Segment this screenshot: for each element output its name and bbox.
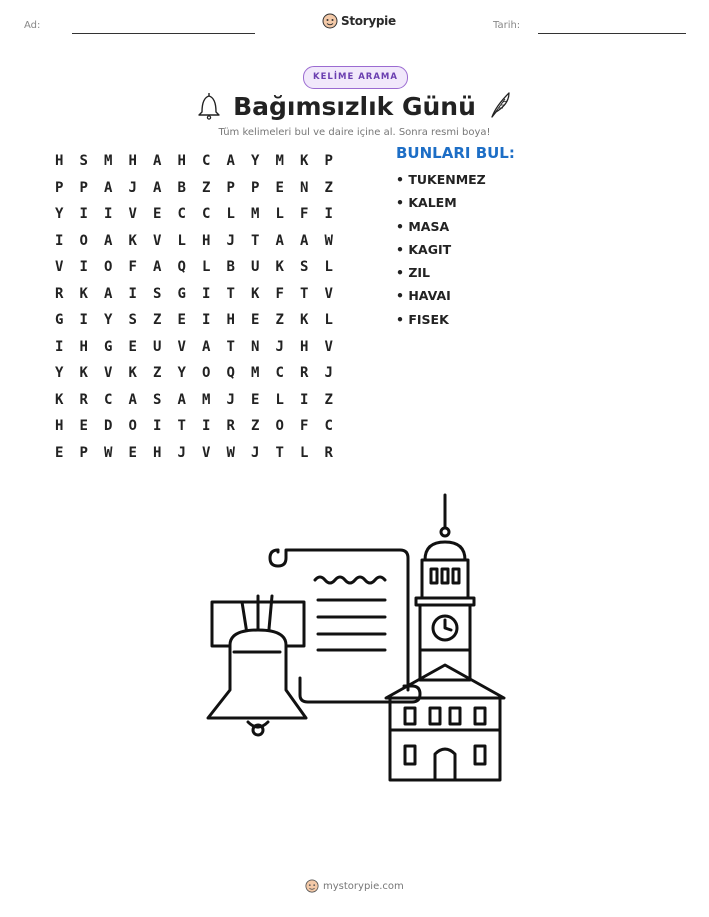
grid-letter[interactable]: L bbox=[324, 312, 333, 329]
brand-logo bbox=[322, 13, 396, 29]
grid-letter[interactable]: E bbox=[55, 444, 64, 461]
grid-letter[interactable]: A bbox=[128, 391, 137, 408]
grid-letter[interactable]: A bbox=[153, 259, 162, 276]
grid-letter[interactable]: T bbox=[226, 285, 235, 302]
grid-row bbox=[47, 254, 341, 281]
activity-badge: KELİME ARAMA bbox=[303, 66, 408, 89]
grid-letter[interactable]: N bbox=[300, 179, 309, 196]
grid-letter[interactable]: J bbox=[324, 365, 333, 382]
grid-row bbox=[47, 387, 341, 414]
grid-letter[interactable]: S bbox=[300, 259, 309, 276]
grid-letter[interactable]: Y bbox=[55, 365, 64, 382]
grid-letter[interactable]: F bbox=[300, 206, 309, 223]
grid-letter[interactable]: K bbox=[275, 259, 284, 276]
grid-letter[interactable]: M bbox=[104, 153, 113, 170]
grid-letter[interactable]: H bbox=[202, 232, 211, 249]
grid-letter[interactable]: R bbox=[300, 365, 309, 382]
grid-letter[interactable]: V bbox=[177, 338, 186, 355]
word-item: • HAVAI bbox=[396, 288, 451, 304]
grid-letter[interactable]: Y bbox=[55, 206, 64, 223]
word-search-grid bbox=[47, 148, 341, 466]
grid-letter[interactable]: A bbox=[104, 232, 113, 249]
word-list bbox=[396, 172, 486, 335]
grid-letter[interactable]: K bbox=[251, 285, 260, 302]
grid-letter[interactable]: E bbox=[251, 391, 260, 408]
grid-letter[interactable]: Z bbox=[202, 179, 211, 196]
grid-letter[interactable]: Z bbox=[275, 312, 284, 329]
grid-letter[interactable]: W bbox=[104, 444, 113, 461]
grid-letter[interactable]: E bbox=[128, 338, 137, 355]
grid-letter[interactable]: O bbox=[79, 232, 88, 249]
word-item: • ZIL bbox=[396, 265, 431, 281]
grid-letter[interactable]: I bbox=[104, 206, 113, 223]
grid-letter[interactable]: I bbox=[202, 285, 211, 302]
name-label: Ad: bbox=[24, 20, 41, 31]
grid-letter[interactable]: Y bbox=[177, 365, 186, 382]
grid-row bbox=[47, 148, 341, 175]
grid-letter[interactable]: T bbox=[226, 338, 235, 355]
grid-row bbox=[47, 281, 341, 308]
grid-letter[interactable]: T bbox=[300, 285, 309, 302]
grid-letter[interactable]: F bbox=[275, 285, 284, 302]
grid-letter[interactable]: F bbox=[128, 259, 137, 276]
grid-letter[interactable]: D bbox=[104, 418, 113, 435]
grid-letter[interactable]: V bbox=[324, 338, 333, 355]
grid-letter[interactable]: E bbox=[128, 444, 137, 461]
grid-letter[interactable]: I bbox=[128, 285, 137, 302]
grid-letter[interactable]: I bbox=[55, 338, 64, 355]
grid-letter[interactable]: A bbox=[153, 153, 162, 170]
grid-letter[interactable]: P bbox=[324, 153, 333, 170]
grid-letter[interactable]: L bbox=[275, 391, 284, 408]
grid-letter[interactable]: R bbox=[55, 285, 64, 302]
grid-letter[interactable]: G bbox=[55, 312, 64, 329]
grid-letter[interactable]: Q bbox=[177, 259, 186, 276]
grid-letter[interactable]: T bbox=[251, 232, 260, 249]
grid-letter[interactable]: E bbox=[275, 179, 284, 196]
grid-letter[interactable]: I bbox=[79, 206, 88, 223]
grid-letter[interactable]: C bbox=[177, 206, 186, 223]
footer bbox=[305, 879, 404, 893]
word-item: • KAGIT bbox=[396, 241, 452, 257]
grid-letter[interactable]: H bbox=[128, 153, 137, 170]
grid-letter[interactable]: M bbox=[275, 153, 284, 170]
grid-letter[interactable]: I bbox=[79, 312, 88, 329]
grid-letter[interactable]: A bbox=[104, 179, 113, 196]
grid-letter[interactable]: H bbox=[153, 444, 162, 461]
word-item: • TUKENMEZ bbox=[396, 172, 486, 187]
grid-letter[interactable]: F bbox=[300, 418, 309, 435]
grid-letter[interactable]: A bbox=[202, 338, 211, 355]
grid-letter[interactable]: S bbox=[153, 391, 162, 408]
grid-letter[interactable]: C bbox=[104, 391, 113, 408]
grid-letter[interactable]: A bbox=[275, 232, 284, 249]
word-item: • MASA bbox=[396, 218, 450, 234]
grid-letter[interactable]: S bbox=[128, 312, 137, 329]
grid-letter[interactable]: Y bbox=[251, 153, 260, 170]
grid-letter[interactable]: M bbox=[251, 365, 260, 382]
grid-letter[interactable]: V bbox=[324, 285, 333, 302]
word-item: • FISEK bbox=[396, 311, 449, 327]
grid-letter[interactable]: Y bbox=[104, 312, 113, 329]
grid-letter[interactable]: I bbox=[324, 206, 333, 223]
grid-letter[interactable]: O bbox=[128, 418, 137, 435]
date-label: Tarih: bbox=[493, 20, 521, 31]
grid-letter[interactable]: Z bbox=[324, 179, 333, 196]
grid-row bbox=[47, 440, 341, 467]
grid-letter[interactable]: J bbox=[128, 179, 137, 196]
coloring-illustration bbox=[200, 490, 510, 790]
grid-letter[interactable]: T bbox=[177, 418, 186, 435]
grid-row bbox=[47, 413, 341, 440]
grid-row bbox=[47, 201, 341, 228]
scroll-illustration bbox=[270, 550, 420, 702]
grid-letter[interactable]: M bbox=[251, 206, 260, 223]
grid-letter[interactable]: O bbox=[104, 259, 113, 276]
grid-letter[interactable]: T bbox=[275, 444, 284, 461]
grid-letter[interactable]: V bbox=[202, 444, 211, 461]
grid-letter[interactable]: L bbox=[226, 206, 235, 223]
grid-letter[interactable]: S bbox=[79, 153, 88, 170]
grid-letter[interactable]: Z bbox=[324, 391, 333, 408]
grid-letter[interactable]: A bbox=[153, 179, 162, 196]
grid-letter[interactable]: W bbox=[324, 232, 333, 249]
grid-row bbox=[47, 334, 341, 361]
instructions: Tüm kelimeleri bul ve daire içine al. Sonra resmi boya! bbox=[218, 127, 491, 138]
grid-letter[interactable]: V bbox=[128, 206, 137, 223]
grid-row bbox=[47, 360, 341, 387]
brand-name: Storypie bbox=[341, 14, 396, 28]
grid-letter[interactable]: C bbox=[275, 365, 284, 382]
grid-letter[interactable]: G bbox=[177, 285, 186, 302]
grid-letter[interactable]: O bbox=[275, 418, 284, 435]
grid-letter[interactable]: P bbox=[226, 179, 235, 196]
grid-letter[interactable]: I bbox=[202, 418, 211, 435]
grid-letter[interactable]: B bbox=[226, 259, 235, 276]
grid-letter[interactable]: A bbox=[300, 232, 309, 249]
grid-letter[interactable]: J bbox=[226, 232, 235, 249]
grid-letter[interactable]: C bbox=[324, 418, 333, 435]
liberty-bell-illustration bbox=[208, 596, 306, 735]
grid-letter[interactable]: P bbox=[79, 444, 88, 461]
grid-letter[interactable]: K bbox=[79, 285, 88, 302]
grid-letter[interactable]: S bbox=[153, 285, 162, 302]
grid-letter[interactable]: J bbox=[226, 391, 235, 408]
grid-letter[interactable]: L bbox=[300, 444, 309, 461]
grid-letter[interactable]: K bbox=[128, 232, 137, 249]
grid-letter[interactable]: Z bbox=[251, 418, 260, 435]
footer-mascot-icon bbox=[305, 879, 319, 893]
grid-letter[interactable]: V bbox=[55, 259, 64, 276]
independence-hall-illustration bbox=[386, 495, 504, 780]
grid-letter[interactable]: K bbox=[128, 365, 137, 382]
grid-letter[interactable]: A bbox=[226, 153, 235, 170]
grid-letter[interactable]: L bbox=[324, 259, 333, 276]
quill-icon bbox=[487, 90, 513, 120]
grid-letter[interactable]: Q bbox=[226, 365, 235, 382]
grid-letter[interactable]: K bbox=[300, 312, 309, 329]
grid-letter[interactable]: I bbox=[202, 312, 211, 329]
grid-row bbox=[47, 307, 341, 334]
grid-letter[interactable]: K bbox=[55, 391, 64, 408]
grid-letter[interactable]: U bbox=[153, 338, 162, 355]
word-list-heading: BUNLARI BUL: bbox=[396, 144, 515, 162]
grid-letter[interactable]: C bbox=[202, 153, 211, 170]
grid-row bbox=[47, 228, 341, 255]
grid-letter[interactable]: L bbox=[275, 206, 284, 223]
grid-row bbox=[47, 175, 341, 202]
grid-letter[interactable]: M bbox=[202, 391, 211, 408]
grid-letter[interactable]: P bbox=[251, 179, 260, 196]
grid-letter[interactable]: Z bbox=[153, 365, 162, 382]
grid-letter[interactable]: C bbox=[202, 206, 211, 223]
grid-letter[interactable]: V bbox=[153, 232, 162, 249]
grid-letter[interactable]: I bbox=[79, 259, 88, 276]
grid-letter[interactable]: G bbox=[104, 338, 113, 355]
grid-letter[interactable]: W bbox=[226, 444, 235, 461]
grid-letter[interactable]: L bbox=[177, 232, 186, 249]
grid-letter[interactable]: R bbox=[79, 391, 88, 408]
grid-letter[interactable]: A bbox=[104, 285, 113, 302]
grid-letter[interactable]: A bbox=[177, 391, 186, 408]
grid-letter[interactable]: V bbox=[104, 365, 113, 382]
grid-letter[interactable]: K bbox=[79, 365, 88, 382]
grid-letter[interactable]: R bbox=[226, 418, 235, 435]
grid-letter[interactable]: P bbox=[55, 179, 64, 196]
page-title: Bağımsızlık Günü bbox=[233, 92, 476, 121]
grid-letter[interactable]: I bbox=[55, 232, 64, 249]
grid-letter[interactable]: I bbox=[300, 391, 309, 408]
grid-letter[interactable]: H bbox=[55, 418, 64, 435]
grid-letter[interactable]: O bbox=[202, 365, 211, 382]
footer-url: mystorypie.com bbox=[323, 880, 404, 892]
grid-letter[interactable]: E bbox=[251, 312, 260, 329]
grid-letter[interactable]: E bbox=[153, 206, 162, 223]
grid-letter[interactable]: J bbox=[251, 444, 260, 461]
grid-letter[interactable]: Z bbox=[153, 312, 162, 329]
grid-letter[interactable]: H bbox=[177, 153, 186, 170]
grid-letter[interactable]: B bbox=[177, 179, 186, 196]
grid-letter[interactable]: J bbox=[177, 444, 186, 461]
grid-letter[interactable]: H bbox=[79, 338, 88, 355]
date-line bbox=[538, 33, 686, 34]
grid-letter[interactable]: L bbox=[202, 259, 211, 276]
grid-letter[interactable]: I bbox=[153, 418, 162, 435]
grid-letter[interactable]: P bbox=[79, 179, 88, 196]
grid-letter[interactable]: J bbox=[275, 338, 284, 355]
grid-letter[interactable]: N bbox=[251, 338, 260, 355]
grid-letter[interactable]: U bbox=[251, 259, 260, 276]
grid-letter[interactable]: R bbox=[324, 444, 333, 461]
grid-letter[interactable]: H bbox=[226, 312, 235, 329]
word-item: • KALEM bbox=[396, 195, 457, 211]
grid-letter[interactable]: K bbox=[300, 153, 309, 170]
grid-letter[interactable]: E bbox=[177, 312, 186, 329]
grid-letter[interactable]: E bbox=[79, 418, 88, 435]
grid-letter[interactable]: H bbox=[55, 153, 64, 170]
brand-mascot-icon bbox=[322, 13, 338, 29]
grid-letter[interactable]: H bbox=[300, 338, 309, 355]
name-line bbox=[72, 33, 255, 34]
